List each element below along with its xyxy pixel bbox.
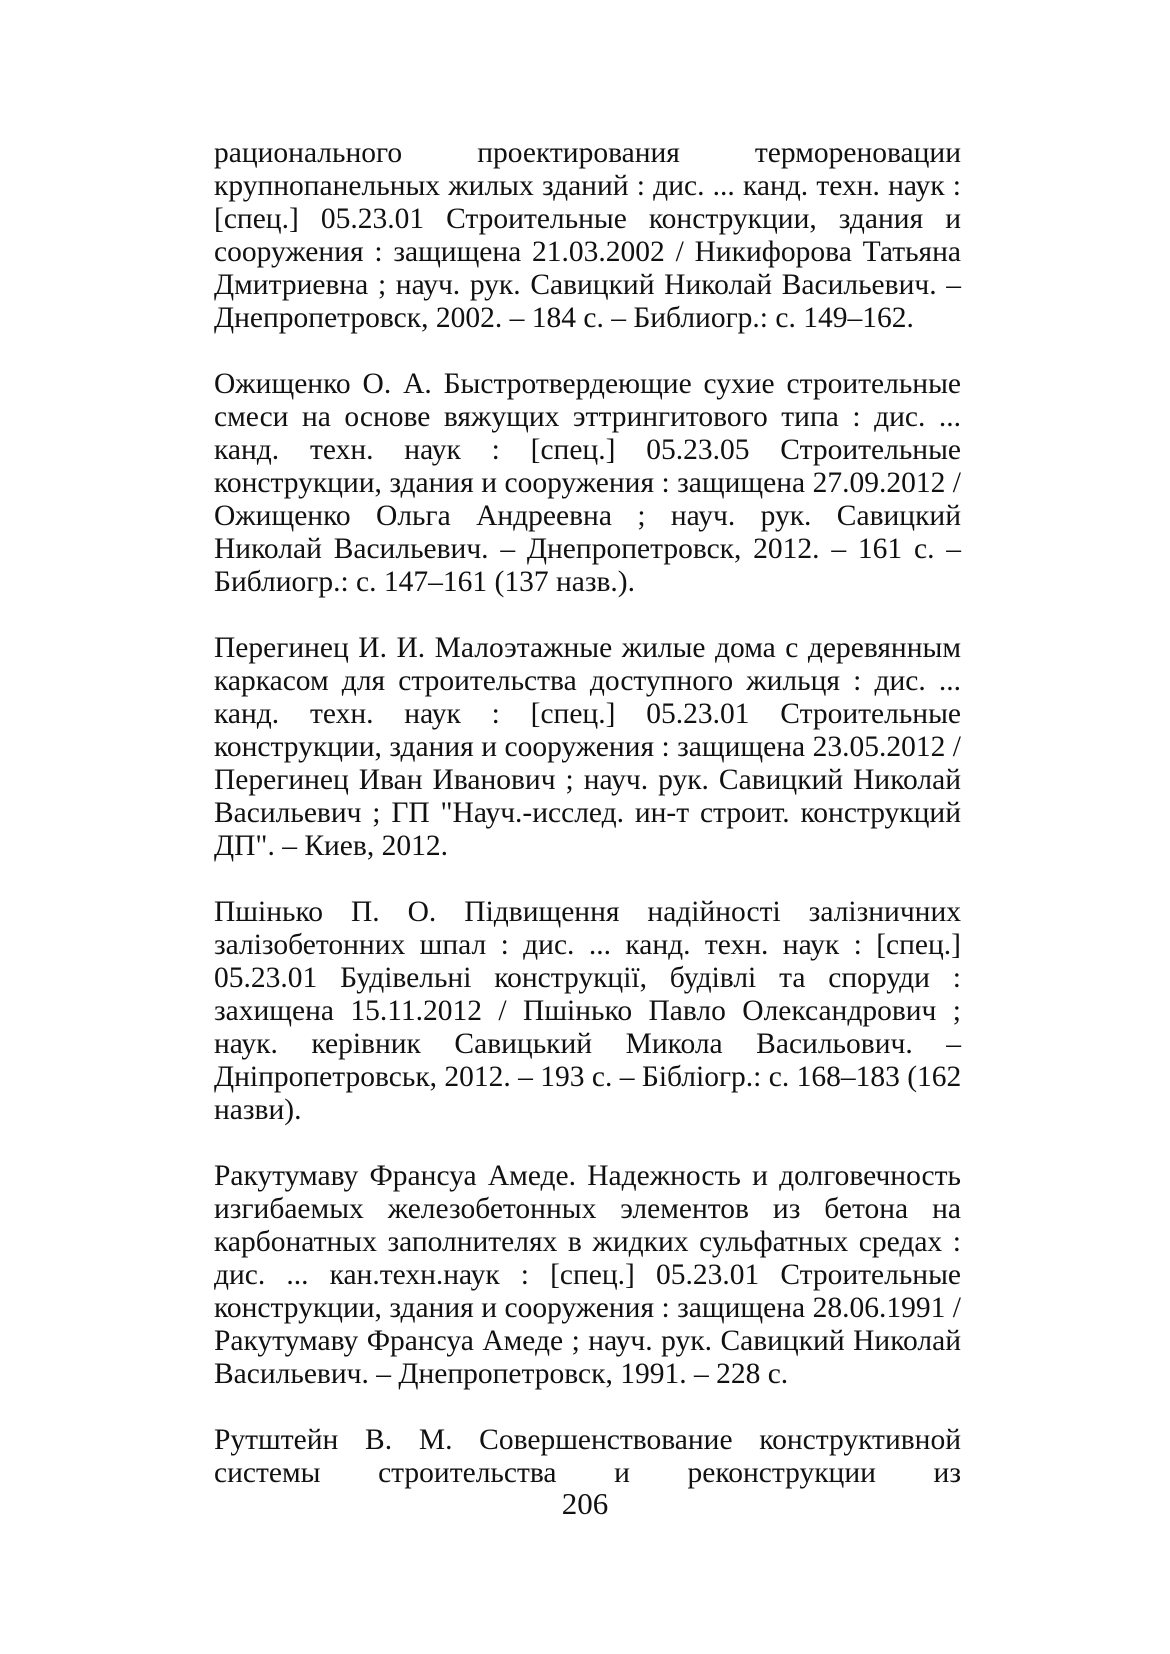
bibliography-entry — [214, 368, 961, 599]
entry-line: Перегинец И. И. Малоэтажные жилые дома с деревянным — [214, 632, 961, 664]
bibliography-entry — [214, 896, 961, 1127]
entry-line: конструкции, здания и сооружения : защищена 27.09.2012 / — [214, 467, 961, 499]
bibliography-entry — [214, 1160, 961, 1391]
entry-line: каркасом для строительства доступного жильця : дис. ... — [214, 665, 961, 697]
entry-line: сооружения : защищена 21.03.2002 / Никифорова Татьяна — [214, 236, 961, 268]
entry-line: дис. ... кан.техн.наук : [спец.] 05.23.01 Строительные — [214, 1259, 961, 1291]
entry-line: смеси на основе вяжущих эттрингитового типа : дис. ... — [214, 401, 961, 433]
entry-line: 05.23.01 Будівельні конструкції, будівлі та споруди : — [214, 962, 961, 994]
entry-line: Библиогр.: с. 147–161 (137 назв.). — [214, 566, 636, 598]
entry-line: рационального проектирования термореновации — [214, 137, 961, 169]
entry-line: Васильевич ; ГП "Науч.-исслед. ин-т строит. конструкций — [214, 797, 961, 829]
bibliography-entry — [214, 1424, 961, 1490]
entry-line: Николай Васильевич. – Днепропетровск, 2012. – 161 с. – — [214, 533, 961, 565]
entry-line: Ракутумаву Франсуа Амеде. Надежность и долговечность — [214, 1160, 961, 1192]
entry-line: конструкции, здания и сооружения : защищена 23.05.2012 / — [214, 731, 961, 763]
bibliography-entry — [214, 137, 961, 335]
entry-line: Ожищенко Ольга Андреевна ; науч. рук. Савицкий — [214, 500, 961, 532]
entry-line: наук. керівник Савицький Микола Васильович. – — [214, 1028, 961, 1060]
entry-line: ДП". – Киев, 2012. — [214, 830, 448, 862]
entry-line: Ожищенко О. А. Быстротвердеющие сухие строительные — [214, 368, 961, 400]
bibliography-list — [214, 137, 961, 1490]
entry-line: Ракутумаву Франсуа Амеде ; науч. рук. Савицкий Николай — [214, 1325, 961, 1357]
entry-line: назви). — [214, 1094, 302, 1126]
entry-line: Перегинец Иван Иванович ; науч. рук. Савицкий Николай — [214, 764, 961, 796]
entry-line: залізобетонних шпал : дис. ... канд. техн. наук : [спец.] — [214, 929, 961, 961]
entry-line: Васильевич. – Днепропетровск, 1991. – 228 с. — [214, 1358, 789, 1390]
entry-line: Рутштейн В. М. Совершенствование конструктивной — [214, 1424, 961, 1456]
entry-line: системы строительства и реконструкции из — [214, 1457, 961, 1489]
page-number: 206 — [561, 1486, 609, 1521]
entry-line: Пшінько П. О. Підвищення надійності залізничних — [214, 896, 961, 928]
entry-line: канд. техн. наук : [спец.] 05.23.01 Строительные — [214, 698, 961, 730]
entry-line: Дніпропетровськ, 2012. – 193 с. – Бібліогр.: с. 168–183 (162 — [214, 1061, 962, 1093]
entry-line: канд. техн. наук : [спец.] 05.23.05 Строительные — [214, 434, 961, 466]
entry-line: Днепропетровск, 2002. – 184 с. – Библиогр.: с. 149–162. — [214, 302, 914, 334]
entry-line: крупнопанельных жилых зданий : дис. ... канд. техн. наук : — [214, 170, 961, 202]
entry-line: конструкции, здания и сооружения : защищена 28.06.1991 / — [214, 1292, 961, 1324]
entry-line: захищена 15.11.2012 / Пшінько Павло Олександрович ; — [214, 995, 961, 1027]
entry-line: [спец.] 05.23.01 Строительные конструкции, здания и — [214, 203, 961, 235]
bibliography-entry — [214, 632, 961, 863]
entry-line: Дмитриевна ; науч. рук. Савицкий Николай Васильевич. – — [214, 269, 961, 301]
entry-line: карбонатных заполнителях в жидких сульфатных средах : — [214, 1226, 961, 1258]
entry-line: изгибаемых железобетонных элементов из бетона на — [214, 1193, 961, 1225]
